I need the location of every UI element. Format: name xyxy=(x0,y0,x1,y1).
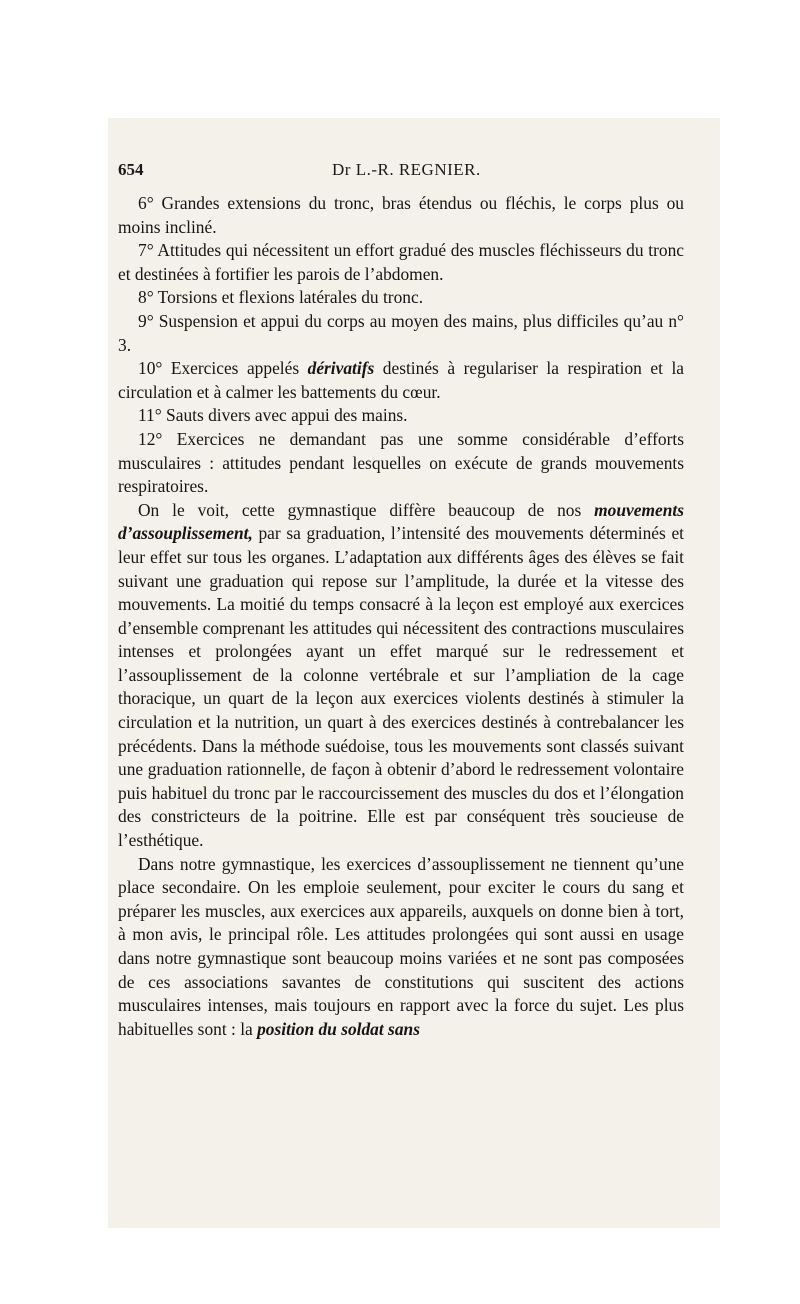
paragraph: On le voit, cette gymnastique diffère beaucoup de nos mouvements d’assouplissement, par sa graduation, l’intensité des mouvements déterminés et leur effet sur tous les organes. L’adaptation aux différents âges des élèves se fait suivant une graduation qui repose sur l’amplitude, la durée et la vitesse des mouvements. La moitié du temps consacré à la leçon est employé aux exercices d’ensemble comprenant les attitudes qui nécessitent des contractions musculaires intenses et prolongées ayant un effet marqué sur le redressement et l’assouplissement de la colonne vertébrale et sur l’ampliation de la cage thoracique, un quart de la leçon aux exercices violents destinés à stimuler la circulation et la nutrition, un quart à des exercices destinés à contrebalancer les précédents. Dans la méthode suédoise, tous les mouvements sont classés suivant une graduation rationnelle, de façon à obtenir d’abord le redressement volontaire puis habituel du tronc par le raccourcissement des muscles du dos et l’élongation des constricteurs de la poitrine. Elle est par conséquent très soucieuse de l’esthétique. xyxy=(118,499,684,851)
running-head: Dr L.-R. REGNIER. xyxy=(332,160,481,179)
body-text xyxy=(118,192,684,1041)
list-item-11: 11° Sauts divers avec appui des mains. xyxy=(138,405,408,426)
paragraph: Dans notre gymnastique, les exercices d’assouplissement ne tiennent qu’une place secondaire. On les emploie seulement, pour exciter le cours du sang et préparer les muscles, aux exercices aux appareils, auxquels on donne bien à tort, à mon avis, le principal rôle. Les attitudes prolongées qui sont aussi en usage dans notre gymnastique sont beaucoup moins variées et ne sont pas composées de ces associations savantes de constitutions qui suscitent des actions musculaires intenses, mais toujours en rapport avec la force du sujet. Les plus habituelles sont : la position du soldat sans xyxy=(118,853,684,1039)
list-item-6: 6° Grandes extensions du tronc, bras étendus ou fléchis, le corps plus ou moins incliné. xyxy=(118,193,684,237)
italic-term: dérivatifs xyxy=(307,358,375,379)
page-number: 654 xyxy=(118,160,144,179)
list-item-8: 8° Torsions et flexions latérales du tronc. xyxy=(138,287,424,308)
list-item-9: 9° Suspension et appui du corps au moyen des mains, plus difficiles qu’au n° 3. xyxy=(118,310,684,355)
page-header xyxy=(118,160,684,184)
list-item-10: 10° Exercices appelés dérivatifs destinés à regulariser la respiration et la circulation et à calmer les battements du cœur. xyxy=(118,358,684,402)
list-item-7: 7° Attitudes qui nécessitent un effort gradué des muscles fléchisseurs du tronc et destinées à fortifier les parois de l’abdomen. xyxy=(118,240,684,284)
italic-term: position du soldat sans xyxy=(257,1018,420,1039)
list-item-12: 12° Exercices ne demandant pas une somme considérable d’efforts musculaires : attitudes pendant lesquelles on exécute de grands mouvements respiratoires. xyxy=(118,428,684,497)
italic-term: mouvements d’assouplissement, xyxy=(118,499,684,544)
